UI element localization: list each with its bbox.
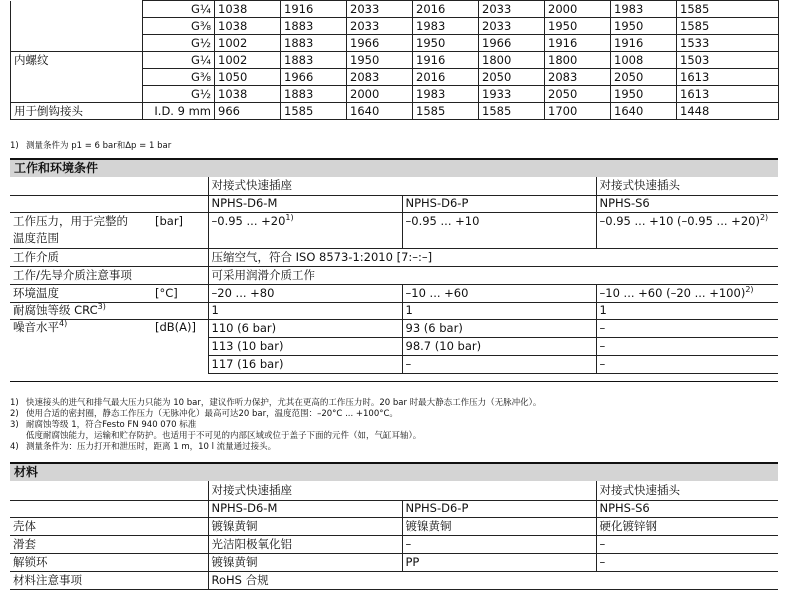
material-m: 光洁阳极氧化铝 [208,535,402,553]
noise-p: 98.7 (10 bar) [402,337,596,355]
flow-value: 1983 [413,86,479,103]
material-label: 材料注意事项 [10,571,208,589]
flow-value: 1916 [413,52,479,69]
flow-value: 1883 [281,52,347,69]
row-label [11,35,143,52]
flow-value: 1002 [215,35,281,52]
flow-value: 2033 [479,18,545,35]
pilot-label: 工作/先导介质注意事项 [10,266,208,284]
material-p: – [402,535,596,553]
medium-label: 工作介质 [10,248,152,266]
flow-value: 2033 [479,1,545,18]
noise-s: – [596,355,778,373]
thread-size: G¼ [143,1,215,18]
crc-s: 1 [596,302,778,319]
flow-rate-table [10,0,779,120]
thread-size: G⅜ [143,18,215,35]
flow-value: 1883 [281,86,347,103]
mat-model-s: NPHS-S6 [596,500,778,517]
flow-value: 1883 [281,35,347,52]
flow-value: 2050 [479,69,545,86]
material-p: PP [402,553,596,571]
flow-value: 1883 [281,18,347,35]
flow-value: 2016 [413,1,479,18]
noise-s: – [596,319,778,337]
footnote: 3) 耐腐蚀等级 1，符合Festo FN 940 070 标准 [10,420,197,430]
flow-value: 2050 [545,86,611,103]
crc-m: 1 [208,302,402,319]
flow-value: 1950 [611,86,677,103]
materials-table [10,481,778,590]
material-p: 镀镍黄铜 [402,517,596,535]
flow-value: 1916 [611,35,677,52]
flow-value: 2016 [413,69,479,86]
flow-value: 1533 [677,35,779,52]
temp-unit: [°C] [152,284,208,302]
head-socket: 对接式快速插座 [208,177,402,195]
table-row [11,52,779,69]
footnote: 4) 测量条件为：压力打开和泄压时，距离 1 m，10 l 流量通过接头。 [10,442,277,452]
flow-value: 2000 [347,86,413,103]
material-row [10,517,778,535]
noise-row [10,337,778,355]
flow-footnote: 1) 测量条件为 p1 = 6 bar和Δp = 1 bar [10,141,172,151]
material-row [10,553,778,571]
flow-value: 1002 [215,52,281,69]
row-label [11,18,143,35]
material-s: 硬化镀锌钢 [596,517,778,535]
flow-value: 1008 [611,52,677,69]
table-row [11,1,779,18]
empty-cell [10,355,152,373]
flow-value: 1585 [677,1,779,18]
pressure-p: –0.95 ... +10 [402,212,596,248]
flow-value: 2033 [347,1,413,18]
flow-value: 1585 [479,103,545,120]
noise-row [10,319,778,337]
thread-size: G⅜ [143,69,215,86]
noise-m: 110 (6 bar) [208,319,402,337]
footnote: 低度耐腐蚀能力，运输和贮存防护。也适用于不可见的内部区域或位于盖子下面的元件（如，气缸耳轴）。 [26,431,422,441]
flow-value: 1585 [281,103,347,120]
thread-size: G½ [143,35,215,52]
mat-head-socket: 对接式快速插座 [208,481,402,500]
crc-p: 1 [402,302,596,319]
flow-value: 1640 [347,103,413,120]
material-s: – [596,553,778,571]
flow-value: 1983 [413,18,479,35]
thread-size: G¼ [143,52,215,69]
pilot-value: 可采用润滑介质工作 [208,266,778,284]
temp-s: –10 ... +60 (–20 ... +100)$^{2)}$ [596,284,778,302]
table-row [11,35,779,52]
flow-value: 1916 [281,1,347,18]
mat-model-m: NPHS-D6-M [208,500,402,517]
temp-label: 环境温度 [10,284,152,302]
material-label: 壳体 [10,517,208,535]
flow-value: 966 [215,103,281,120]
flow-value: 1640 [611,103,677,120]
flow-value: 1800 [479,52,545,69]
flow-value: 1448 [677,103,779,120]
row-label [11,86,143,103]
material-empty [402,571,778,589]
flow-value: 2033 [347,18,413,35]
material-section-title: 材料 [10,464,778,481]
mat-model-p: NPHS-D6-P [402,500,596,517]
noise-p: 93 (6 bar) [402,319,596,337]
noise-m: 113 (10 bar) [208,337,402,355]
pressure-label: 工作压力，用于完整的 温度范围 [10,212,152,248]
material-row [10,535,778,553]
pressure-m: –0.95 ... $+20^{1)}$ [208,212,402,248]
table-row [11,86,779,103]
flow-value: 1038 [215,18,281,35]
material-row [10,571,778,589]
head-plug: 对接式快速插头 [596,177,778,195]
crc-label: 耐腐蚀等级 CRC$^{3)}$ [10,302,152,319]
pressure-unit: [bar] [152,212,208,248]
material-s: – [596,535,778,553]
medium-value: 压缩空气，符合 ISO 8573-1:2010 [7:–:–] [208,248,778,266]
mat-head-plug: 对接式快速插头 [596,481,778,500]
footnote: 1) 快速接头的进气和排气最大压力只能为 10 bar，建议作听力保护，尤其在更高的工作压力时。20 bar 时最大静态工作压力（无脉冲化）。 [10,398,542,408]
work-section-title: 工作和环境条件 [10,160,778,177]
flow-value: 1503 [677,52,779,69]
flow-value: 1585 [677,18,779,35]
temp-m: –20 ... +80 [208,284,402,302]
flow-value: 2050 [611,69,677,86]
flow-value: 2083 [545,69,611,86]
flow-value: 1585 [413,103,479,120]
flow-value: 1950 [545,18,611,35]
table-row [11,18,779,35]
table-row [11,103,779,120]
temp-p: –10 ... +60 [402,284,596,302]
thread-size: G½ [143,86,215,103]
flow-value: 1700 [545,103,611,120]
flow-value: 1950 [347,52,413,69]
flow-value: 1916 [545,35,611,52]
row-label: 用于倒钩接头 [11,103,143,120]
flow-value: 1950 [413,35,479,52]
material-m: RoHS 合规 [208,571,402,589]
flow-value: 2000 [545,1,611,18]
model-m: NPHS-D6-M [208,195,402,212]
flow-value: 2083 [347,69,413,86]
flow-value: 1800 [545,52,611,69]
flow-value: 1966 [281,69,347,86]
flow-value: 1050 [215,69,281,86]
empty-cell [152,355,208,373]
section-rule [10,381,778,382]
noise-label: 噪音水平$^{4)}$ [13,319,68,334]
flow-value: 1038 [215,1,281,18]
material-label: 解锁环 [10,553,208,571]
footnote: 2) 使用合适的密封圈，静态工作压力（无脉冲化）最高可达20 bar，温度范围：–20°C ... +100°C。 [10,409,398,419]
flow-value: 1966 [347,35,413,52]
material-label: 滑套 [10,535,208,553]
work-conditions-table [10,177,778,374]
noise-s: – [596,337,778,355]
row-label: 内螺纹 [11,52,143,69]
model-p: NPHS-D6-P [402,195,596,212]
empty-cell [152,337,208,355]
flow-value: 1613 [677,69,779,86]
material-m: 镀镍黄铜 [208,553,402,571]
flow-value: 1983 [611,1,677,18]
noise-m: 117 (16 bar) [208,355,402,373]
flow-value: 1933 [479,86,545,103]
noise-p: – [402,355,596,373]
flow-value: 1038 [215,86,281,103]
material-m: 镀镍黄铜 [208,517,402,535]
thread-size: I.D. 9 mm [143,103,215,120]
noise-row [10,355,778,373]
noise-unit: [dB(A)] [155,319,197,334]
flow-value: 1950 [611,18,677,35]
pressure-s: –0.95 ... +10 (–0.95 ... +20)$^{2)}$ [596,212,778,248]
row-label [11,69,143,86]
table-row [11,69,779,86]
row-label [11,1,143,18]
flow-value: 1966 [479,35,545,52]
flow-value: 1613 [677,86,779,103]
model-s: NPHS-S6 [596,195,778,212]
empty-cell [10,337,152,355]
